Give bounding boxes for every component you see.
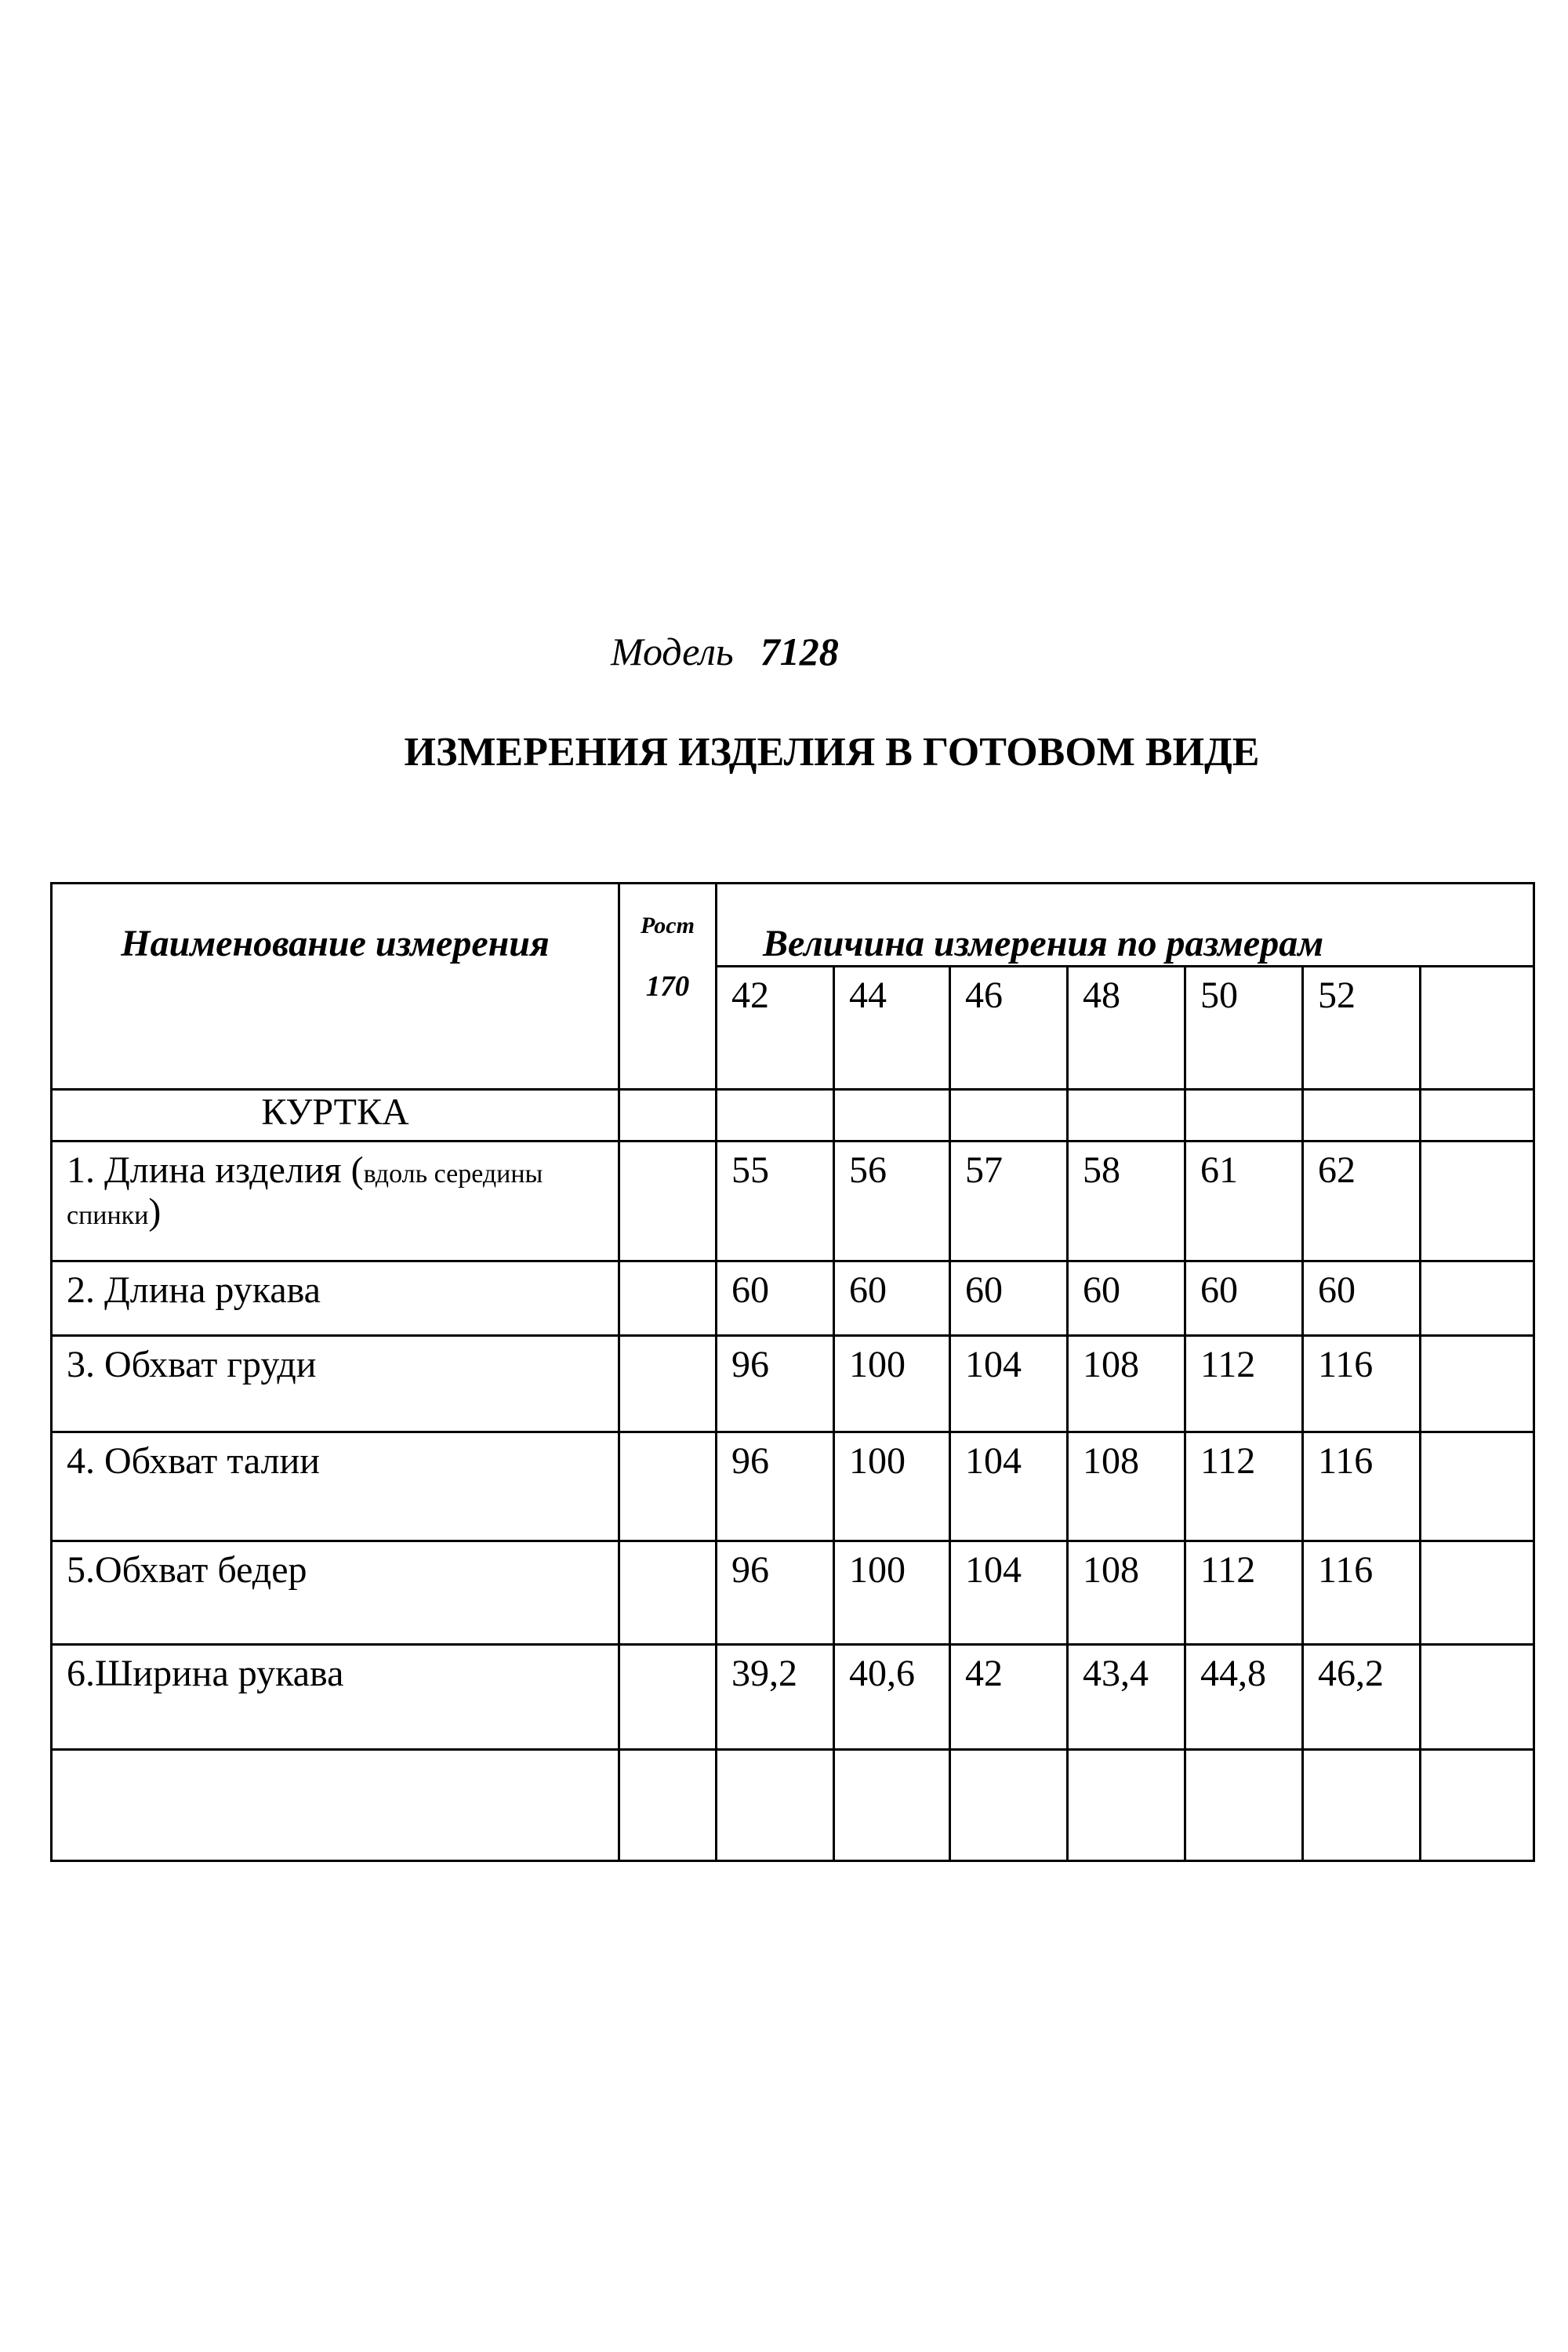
header-sizes: Величина измерения по размерам: [717, 884, 1534, 967]
table-row: [52, 1645, 1534, 1750]
document-title: ИЗМЕРЕНИЯ ИЗДЕЛИЯ В ГОТОВОМ ВИДЕ: [404, 730, 1260, 775]
header-name: Наименование измерения: [52, 884, 619, 1090]
header-height-label: Рост: [641, 913, 695, 938]
table-row: [52, 1336, 1534, 1432]
model-label: Модель: [611, 630, 734, 673]
measurements-table: [50, 882, 1535, 1862]
section-row: [52, 1090, 1534, 1142]
size-cell: 42: [717, 967, 834, 1090]
row-name: 4. Обхват талии: [52, 1432, 619, 1541]
section-title: КУРТКА: [52, 1090, 619, 1142]
value-cell: 108: [1068, 1432, 1185, 1541]
value-cell: 46,2: [1303, 1645, 1421, 1750]
header-height: [619, 884, 717, 1090]
size-cell: 44: [834, 967, 950, 1090]
row-name: 6.Ширина рукава: [52, 1645, 619, 1750]
size-cell: 48: [1068, 967, 1185, 1090]
value-cell: 60: [1185, 1261, 1303, 1336]
value-cell: 60: [834, 1261, 950, 1336]
value-cell: [1421, 1432, 1534, 1541]
value-cell: 116: [1303, 1336, 1421, 1432]
table-row: [52, 1142, 1534, 1261]
value-cell: 60: [1068, 1261, 1185, 1336]
value-cell: 57: [950, 1142, 1068, 1261]
row-name: [52, 1142, 619, 1261]
empty-row: [52, 1750, 1534, 1861]
row-name-main: 1. Длина изделия (: [67, 1149, 364, 1191]
value-cell: [1421, 1541, 1534, 1645]
header-height-value: 170: [645, 971, 690, 1003]
value-cell: 108: [1068, 1541, 1185, 1645]
value-cell: 104: [950, 1541, 1068, 1645]
value-cell: 112: [1185, 1432, 1303, 1541]
value-cell: 96: [717, 1432, 834, 1541]
table-row: [52, 1432, 1534, 1541]
value-cell: 104: [950, 1336, 1068, 1432]
value-cell: 96: [717, 1336, 834, 1432]
value-cell: 58: [1068, 1142, 1185, 1261]
value-cell: 116: [1303, 1432, 1421, 1541]
row-name-note: вдоль середины спинки: [67, 1160, 543, 1230]
value-cell: 60: [717, 1261, 834, 1336]
value-cell: 108: [1068, 1336, 1185, 1432]
value-cell: 60: [1303, 1261, 1421, 1336]
value-cell: 56: [834, 1142, 950, 1261]
size-cell: 50: [1185, 967, 1303, 1090]
value-cell: [1421, 1645, 1534, 1750]
value-cell: 96: [717, 1541, 834, 1645]
value-cell: 39,2: [717, 1645, 834, 1750]
model-line: [611, 629, 839, 674]
value-cell: 40,6: [834, 1645, 950, 1750]
value-cell: 62: [1303, 1142, 1421, 1261]
value-cell: [1421, 1261, 1534, 1336]
table-row: [52, 1541, 1534, 1645]
row-name: 5.Обхват бедер: [52, 1541, 619, 1645]
table-row: [52, 1261, 1534, 1336]
value-cell: 100: [834, 1432, 950, 1541]
row-name-end: ): [148, 1190, 162, 1232]
value-cell: 60: [950, 1261, 1068, 1336]
value-cell: 44,8: [1185, 1645, 1303, 1750]
value-cell: 42: [950, 1645, 1068, 1750]
value-cell: 112: [1185, 1336, 1303, 1432]
model-number: 7128: [760, 630, 839, 673]
size-cell: [1421, 967, 1534, 1090]
value-cell: 43,4: [1068, 1645, 1185, 1750]
header-row: [52, 884, 1534, 967]
row-name: 3. Обхват груди: [52, 1336, 619, 1432]
size-cell: 46: [950, 967, 1068, 1090]
value-cell: 55: [717, 1142, 834, 1261]
value-cell: 112: [1185, 1541, 1303, 1645]
value-cell: [1421, 1336, 1534, 1432]
value-cell: 61: [1185, 1142, 1303, 1261]
value-cell: 100: [834, 1541, 950, 1645]
value-cell: 116: [1303, 1541, 1421, 1645]
value-cell: [1421, 1142, 1534, 1261]
value-cell: 104: [950, 1432, 1068, 1541]
value-cell: 100: [834, 1336, 950, 1432]
row-name: 2. Длина рукава: [52, 1261, 619, 1336]
size-cell: 52: [1303, 967, 1421, 1090]
